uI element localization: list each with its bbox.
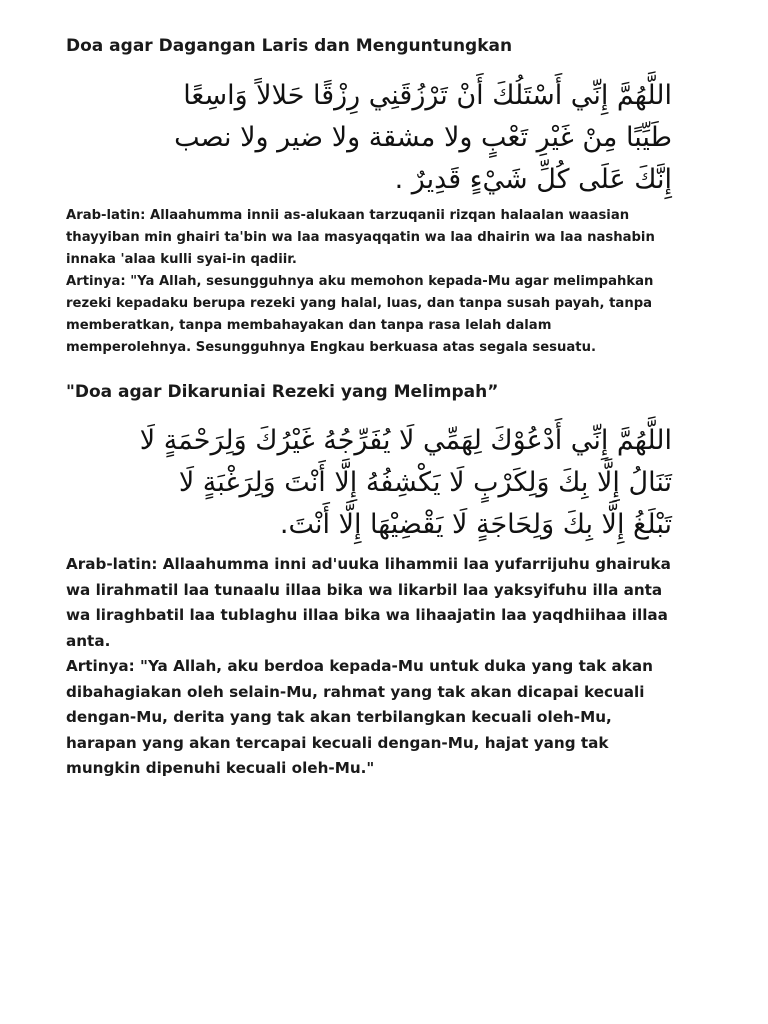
text-line: dengan-Mu, derita yang tak akan terbilangkan kecuali oleh-Mu, xyxy=(66,708,612,726)
text-line: thayyiban min ghairi ta'bin wa laa masyaqqatin wa laa dhairin wa laa nashabin xyxy=(66,230,655,245)
text-line: wa liraghbatil laa tublaghu illaa bika wa lihaajatin laa yaqdhiihaa illaa xyxy=(66,606,668,624)
text-line: anta. xyxy=(66,631,111,650)
section-1-arabic-text xyxy=(62,75,672,201)
text-line: memberatkan, tanpa membahayakan dan tanpa rasa lelah dalam xyxy=(66,318,552,333)
section-1-transliteration-translation xyxy=(66,205,655,359)
text-line: Artinya: "Ya Allah, sesungguhnya aku memohon kepada-Mu agar melimpahkan xyxy=(66,274,654,289)
arabic-line: تَنَالُ إِلَّا بِكَ وَلِكَرْبٍ لَا يَكْشِفُهُ إِلَّا أَنْتَ وَلِرَغْبَةٍ لَا xyxy=(178,467,672,498)
arabic-line: اللَّهُمَّ إِنِّي أَسْتَلُكَ أَنْ تَرْزُقَنِي رِزْقًا حَلالاً وَاسِعًا xyxy=(183,80,672,111)
section-2-arabic-text xyxy=(62,420,672,546)
text-line: Arab-latin: Allaahumma inni ad'uuka lihammii laa yufarrijuhu ghairuka xyxy=(66,555,671,573)
text-line: memperolehnya. Sesungguhnya Engkau berkuasa atas segala sesuatu. xyxy=(66,340,596,355)
text-line: mungkin dipenuhi kecuali oleh-Mu." xyxy=(66,759,375,777)
arabic-line: اللَّهُمَّ إِنِّي أَدْعُوْكَ لِهَمِّي لَا يُفَرِّجُهُ غَيْرُكَ وَلِرَحْمَةٍ لَا xyxy=(139,425,672,456)
text-line: harapan yang akan tercapai kecuali dengan-Mu, hajat yang tak xyxy=(66,733,609,752)
section-2-heading: "Doa agar Dikaruniai Rezeki yang Melimpah” xyxy=(66,382,499,402)
arabic-line: تَبْلَغُ إِلَّا بِكَ وَلِحَاجَةٍ لَا يَقْضِيْهَا إِلَّا أَنْتَ. xyxy=(279,509,672,540)
text-line: innaka 'alaa kulli syai-in qadiir. xyxy=(66,252,297,267)
text-line: dibahagiakan oleh selain-Mu, rahmat yang tak akan dicapai kecuali xyxy=(66,682,645,701)
text-line: Arab-latin: Allaahumma innii as-alukaan tarzuqanii rizqan halaalan waasian xyxy=(66,208,630,223)
section-1-heading: Doa agar Dagangan Laris dan Menguntungkan xyxy=(66,36,513,56)
text-line: wa lirahmatil laa tunaalu illaa bika wa likarbil laa yaksyifuhu illa anta xyxy=(66,580,663,599)
arabic-line: طَيِّبًا مِنْ غَيْرِ تَعْبٍ ولا مشقة ولا ضير ولا نصب xyxy=(174,122,672,153)
text-line: rezeki kepadaku berupa rezeki yang halal, luas, dan tanpa susah payah, tanpa xyxy=(66,296,653,311)
arabic-line: إِنَّكَ عَلَى كُلِّ شَيْءٍ قَدِيرٌ . xyxy=(394,164,672,195)
section-2-transliteration-translation xyxy=(66,552,671,782)
text-line: Artinya: "Ya Allah, aku berdoa kepada-Mu untuk duka yang tak akan xyxy=(66,657,653,675)
